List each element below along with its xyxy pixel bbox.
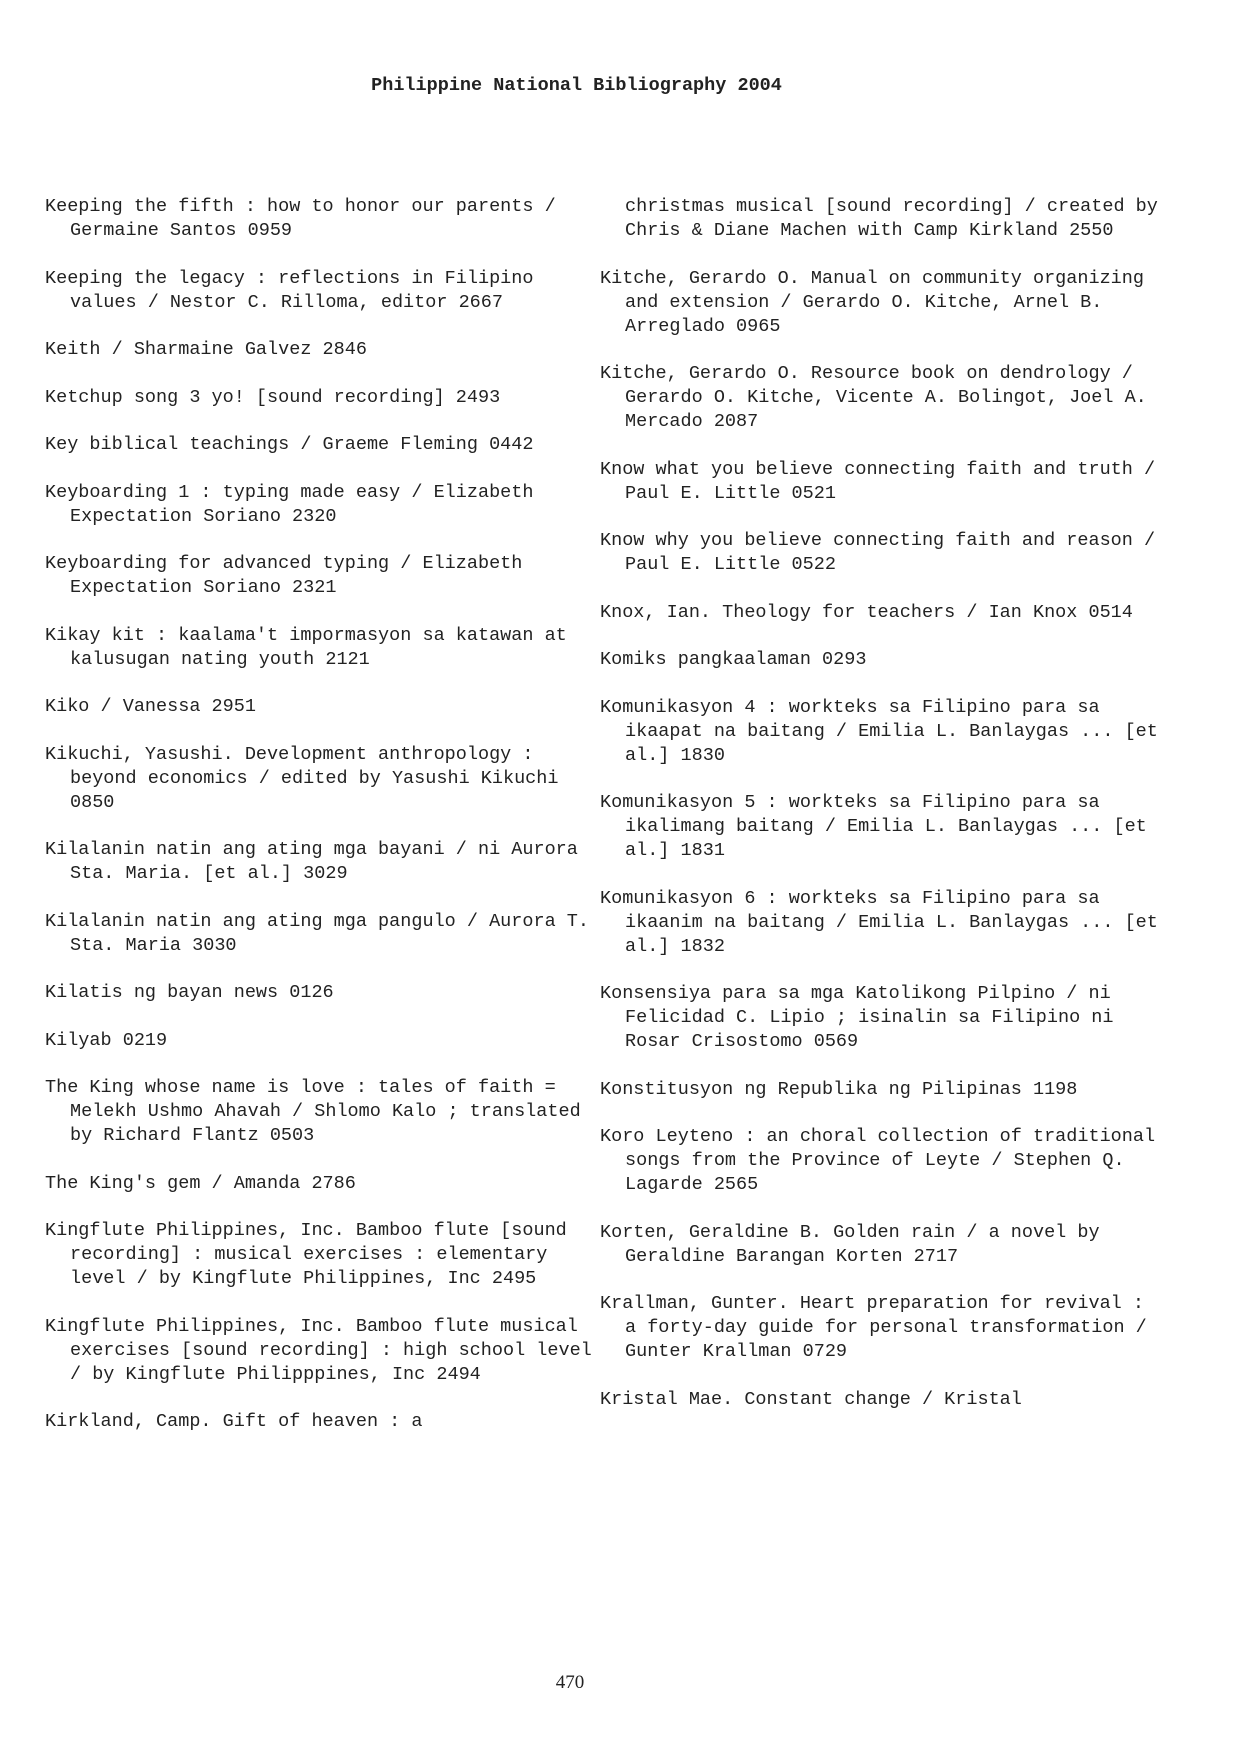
left-column [45, 195, 605, 1458]
bibliography-entry: Knox, Ian. Theology for teachers / Ian Knox 0514 [600, 601, 1133, 623]
bibliography-entry: Kingflute Philippines, Inc. Bamboo flute [sound recording] : musical exercises : elementary level / by Kingflute Philippines, Inc 2495 [45, 1220, 578, 1289]
bibliography-entry: The King whose name is love : tales of faith = Melekh Ushmo Ahavah / Shlomo Kalo ; translated by Richard Flantz 0503 [45, 1077, 592, 1146]
bibliography-entry: Koro Leyteno : an choral collection of traditional songs from the Province of Leyte / Stephen Q. Lagarde 2565 [600, 1126, 1167, 1195]
right-column [600, 195, 1169, 1435]
bibliography-entry: Komiks pangkaalaman 0293 [600, 649, 867, 670]
bibliography-entry: Komunikasyon 5 : workteks sa Filipino para sa ikalimang baitang / Emilia L. Banlaygas ... [et al.] 1831 [600, 792, 1158, 861]
bibliography-entry: The King's gem / Amanda 2786 [45, 1172, 356, 1194]
bibliography-entry: Know what you believe connecting faith and truth / Paul E. Little 0521 [600, 458, 1167, 504]
bibliography-entry: Kingflute Philippines, Inc. Bamboo flute musical exercises [sound recording] : high school level / by Kingflute Philipppines, Inc 2494 [45, 1315, 603, 1385]
bibliography-entry: Konsensiya para sa mga Katolikong Pilpino / ni Felicidad C. Lipio ; isinalin sa Filipino ni Rosar Crisostomo 0569 [600, 983, 1125, 1052]
bibliography-entry: Komunikasyon 6 : workteks sa Filipino para sa ikaanim na baitang / Emilia L. Banlaygas ... [et al.] 1832 [600, 887, 1169, 957]
bibliography-entry: Kirkland, Camp. Gift of heaven : a [45, 1411, 423, 1432]
bibliography-entry: Krallman, Gunter. Heart preparation for revival : a forty-day guide for personal transformation / Gunter Krallman 0729 [600, 1293, 1158, 1362]
page-header: Philippine National Bibliography 2004 [371, 75, 782, 96]
bibliography-entry: Kitche, Gerardo O. Manual on community organizing and extension / Gerardo O. Kitche, Arnel B. Arreglado 0965 [600, 267, 1156, 337]
bibliography-entry: Kiko / Vanessa 2951 [45, 696, 256, 717]
bibliography-entry: Keyboarding 1 : typing made easy / Elizabeth Expectation Soriano 2320 [45, 481, 545, 527]
bibliography-entry: Kikuchi, Yasushi. Development anthropology : beyond economics / edited by Yasushi Kikuchi 0850 [45, 743, 570, 813]
bibliography-entry: Kikay kit : kaalama't impormasyon sa katawan at kalusugan nating youth 2121 [45, 624, 578, 670]
bibliography-entry: Kilalanin natin ang ating mga pangulo / Aurora T. Sta. Maria 3030 [45, 910, 601, 956]
bibliography-entry: Keith / Sharmaine Galvez 2846 [45, 339, 367, 360]
bibliography-entry-continuation: christmas musical [sound recording] / created by Chris & Diane Machen with Camp Kirkland 2550 [625, 196, 1169, 241]
page-number: 470 [555, 1672, 585, 1693]
bibliography-entry: Key biblical teachings / Graeme Fleming 0442 [45, 434, 534, 455]
bibliography-entry: Keeping the fifth : how to honor our parents / Germaine Santos 0959 [45, 196, 567, 241]
bibliography-entry: Ketchup song 3 yo! [sound recording] 2493 [45, 386, 501, 408]
bibliography-entry: Kristal Mae. Constant change / Kristal [600, 1388, 1022, 1410]
bibliography-entry: Keeping the legacy : reflections in Filipino values / Nestor C. Rilloma, editor 2667 [45, 267, 545, 313]
bibliography-entry: Kitche, Gerardo O. Resource book on dendrology / Gerardo O. Kitche, Vicente A. Bolingot, Joel A. Mercado 2087 [600, 363, 1158, 432]
bibliography-entry: Korten, Geraldine B. Golden rain / a novel by Geraldine Barangan Korten 2717 [600, 1221, 1111, 1267]
bibliography-entry: Kilalanin natin ang ating mga bayani / ni Aurora Sta. Maria. [et al.] 3029 [45, 839, 589, 884]
bibliography-entry: Konstitusyon ng Republika ng Pilipinas 1198 [600, 1078, 1078, 1100]
bibliography-entry: Kilyab 0219 [45, 1029, 168, 1051]
bibliography-entry: Keyboarding for advanced typing / Elizabeth Expectation Soriano 2321 [45, 553, 534, 598]
bibliography-entry: Komunikasyon 4 : workteks sa Filipino para sa ikaapat na baitang / Emilia L. Banlaygas ... [et al.] 1830 [600, 696, 1169, 766]
bibliography-entry: Kilatis ng bayan news 0126 [45, 982, 334, 1003]
bibliography-entry: Know why you believe connecting faith and reason / Paul E. Little 0522 [600, 530, 1167, 575]
